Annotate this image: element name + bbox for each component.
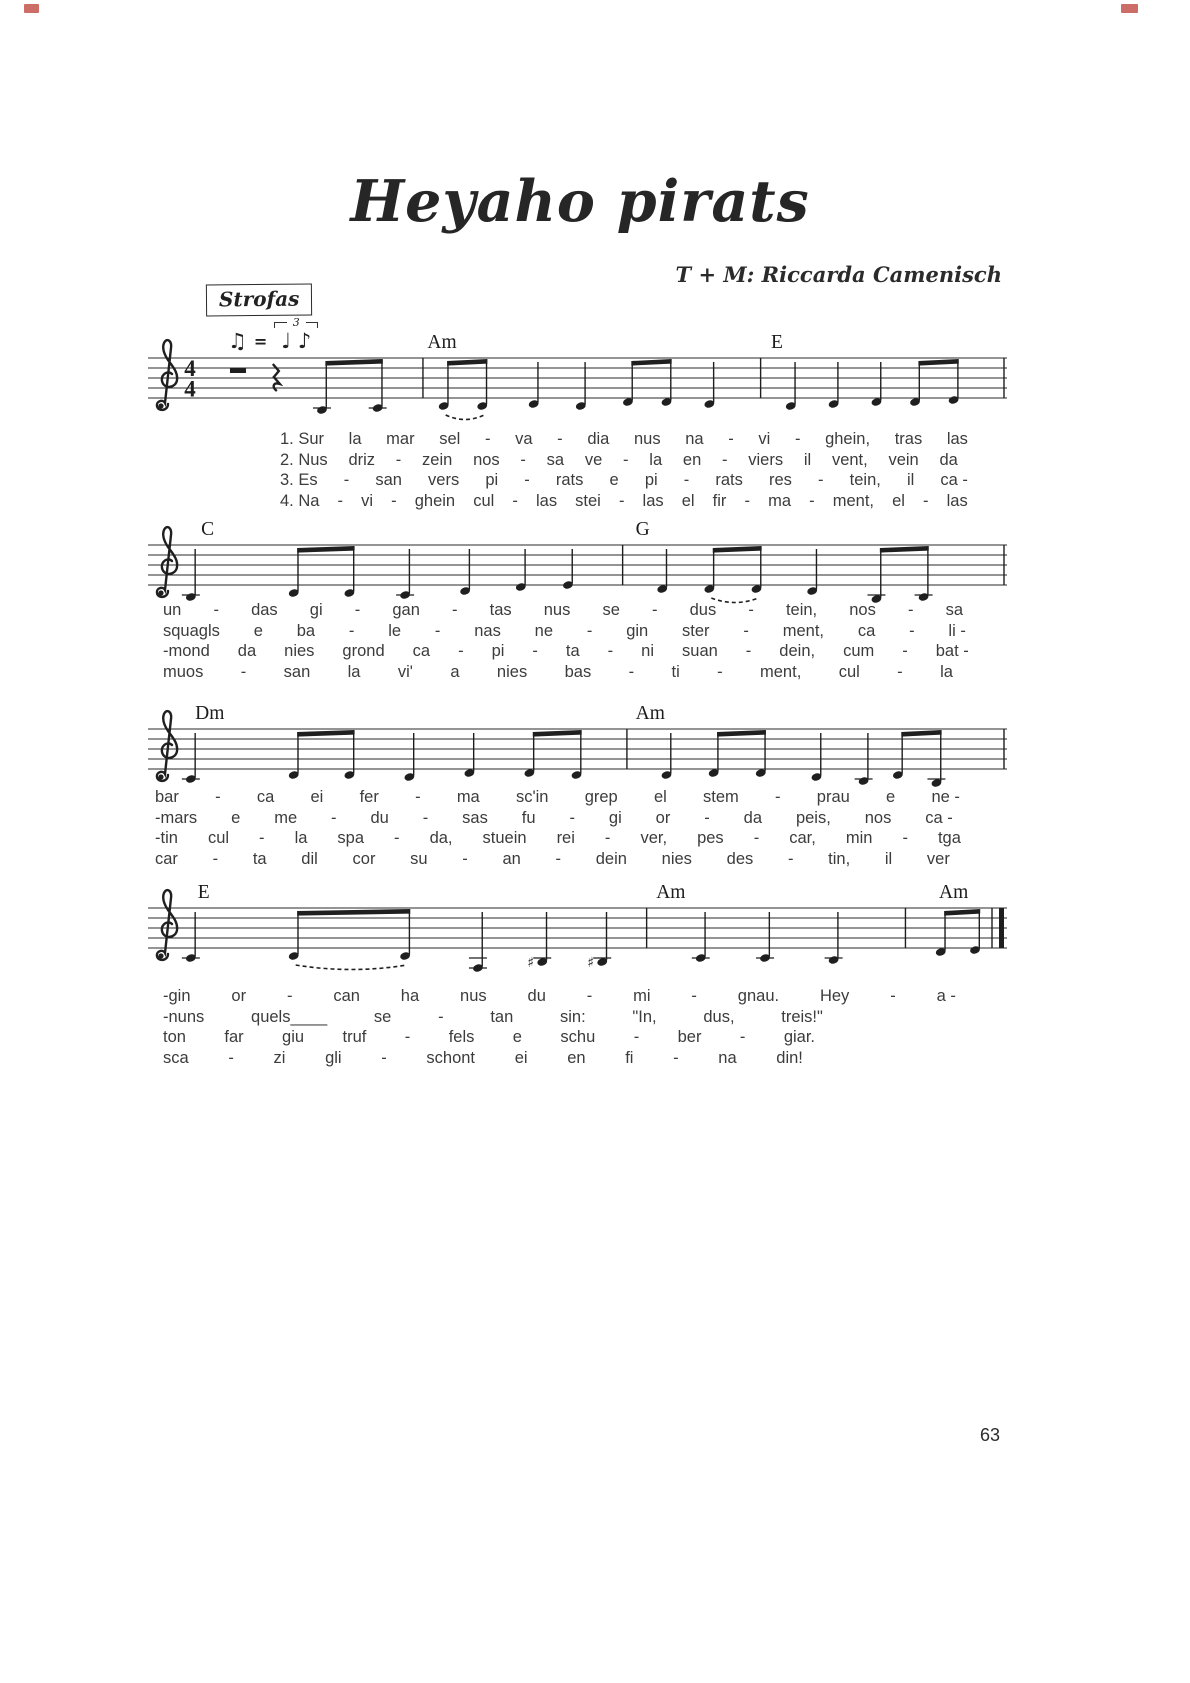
lyric-syllable: - (739, 1028, 746, 1047)
lyric-syllable: -mond (163, 642, 210, 661)
lyric-syllable: las (642, 492, 664, 511)
lyric-syllable: ver (926, 850, 950, 869)
lyric-syllable: das (251, 601, 278, 619)
treble-clef-icon (157, 340, 177, 410)
staff-system-4 (146, 888, 1010, 988)
lyric-syllable: ma (768, 492, 792, 511)
lyric-syllable: tein, (849, 471, 881, 490)
lyric-syllable: la (940, 663, 953, 682)
lyric-syllable: mar (386, 430, 415, 448)
lyric-line (155, 849, 950, 869)
lyric-syllable: da (237, 642, 257, 661)
lyric-syllable: - (404, 1028, 411, 1047)
lyric-syllable: il (906, 471, 915, 490)
lyric-syllable: tga (937, 829, 961, 848)
lyric-syllable: e (609, 471, 619, 490)
lyric-syllable: - (240, 663, 247, 682)
lyric-syllable: ei (514, 1049, 528, 1068)
lyric-syllable: tas (489, 601, 512, 619)
lyric-syllable: se (602, 601, 620, 619)
lyric-syllable: - (890, 987, 896, 1005)
lyric-syllable: fir (712, 492, 727, 511)
lyric-syllable: can (333, 987, 360, 1005)
lyric-syllable: - (212, 850, 219, 869)
lyric-syllable: su (410, 850, 428, 869)
lyric-syllable: nos (473, 450, 500, 469)
lyric-syllable: - (213, 601, 219, 619)
lyric-syllable: la (649, 450, 663, 469)
lyric-syllable: - (458, 642, 464, 661)
lyric-syllable: ta (565, 642, 580, 661)
lyric-syllable: vers (428, 471, 460, 490)
lyric-syllable: suan (682, 642, 718, 661)
lyric-syllable: treis!" (781, 1007, 823, 1026)
lyric-syllable: il (884, 850, 893, 869)
lyric-syllable: giar. (783, 1028, 815, 1047)
lyric-line (163, 1007, 823, 1027)
lyric-syllable: gi (309, 601, 323, 619)
lyric-syllable: ver, (640, 829, 668, 848)
lyric-syllable: da (743, 808, 763, 827)
lyric-syllable: ei (310, 788, 324, 806)
lyric-syllable: min (845, 829, 873, 848)
lyric-syllable: quels____ (251, 1007, 328, 1026)
lyric-syllable: - (415, 788, 421, 806)
lyric-syllable: va (515, 430, 533, 448)
lyric-syllable: vi (758, 430, 771, 448)
lyric-syllable: fu (521, 808, 536, 827)
lyric-syllable: - (623, 450, 629, 469)
lyric-syllable: - (395, 450, 402, 469)
lyric-syllable: - (532, 642, 538, 661)
lyric-syllable: ma (456, 788, 480, 806)
lyric-syllable: - (394, 829, 400, 848)
lyric-syllable: tein, (785, 601, 818, 619)
lyric-syllable: e (512, 1028, 522, 1047)
lyric-line (163, 621, 966, 641)
lyric-syllable: ghein, (825, 430, 871, 448)
lyric-syllable: vein (888, 450, 919, 469)
lyric-syllable: nies (284, 642, 315, 661)
lyric-syllable: - (607, 642, 614, 661)
lyric-syllable: des (726, 850, 754, 869)
lyric-line (163, 662, 953, 682)
lyric-syllable: dein (595, 850, 627, 869)
lyric-syllable: rats (555, 471, 584, 490)
lyric-syllable: ton (163, 1028, 186, 1047)
corner-print-mark-left (24, 4, 39, 13)
lyric-syllable: na (685, 430, 704, 448)
lyric-syllable: - (794, 430, 801, 448)
lyric-syllable: car (155, 850, 178, 869)
lyric-syllable: - (331, 808, 337, 827)
lyric-syllable: res (769, 471, 792, 490)
svg-text:4: 4 (184, 376, 196, 402)
lyric-syllable: ca (256, 788, 275, 806)
lyric-syllable: na (718, 1049, 737, 1068)
lyric-syllable: da (939, 450, 958, 469)
lyric-syllable: ni (641, 642, 655, 661)
lyric-syllable: fer (359, 788, 379, 806)
lyric-syllable: il (803, 450, 812, 469)
lyric-syllable: - (391, 492, 397, 511)
lyric-syllable: - (286, 987, 293, 1005)
lyric-syllable: bas (564, 663, 592, 682)
lyric-syllable: - (717, 663, 723, 682)
lyric-syllable: truf (342, 1028, 367, 1047)
lyric-syllable: ca (857, 621, 876, 640)
lyric-syllable: - (809, 492, 815, 511)
lyric-syllable: Hey (819, 987, 850, 1005)
lyric-syllable: - (923, 492, 929, 511)
lyric-syllable: a - (936, 987, 956, 1005)
lyric-syllable: pi (485, 471, 499, 490)
lyric-syllable: dus (689, 601, 717, 619)
lyric-syllable: pi (491, 642, 505, 661)
lyric-syllable: - (343, 471, 350, 490)
staff-lines (148, 908, 1007, 948)
lyric-syllable: - (628, 663, 635, 682)
lyric-syllable: - (555, 850, 562, 869)
lyric-syllable: - (484, 430, 491, 448)
lyric-syllable: - (652, 601, 658, 619)
lyric-syllable: - (524, 471, 530, 490)
lyric-syllable: - (748, 601, 754, 619)
page-title: Heyaho pirats (350, 168, 810, 235)
triplet-number: 3 (292, 315, 300, 329)
lyric-line (280, 470, 968, 490)
lyric-syllable: la (347, 663, 361, 682)
quarter-eighth-icon: ♩ ♪ (281, 328, 312, 353)
lyric-syllable: schu (560, 1028, 596, 1047)
lyric-syllable: nos (864, 808, 892, 827)
lyric-syllable: ca - (940, 471, 968, 490)
lyric-syllable: 4. Na (280, 492, 320, 511)
chord-symbol: C (201, 519, 215, 540)
lyric-syllable: cul (207, 829, 230, 848)
lyric-syllable: - (787, 850, 794, 869)
lyric-syllable: - (673, 1049, 679, 1068)
lyric-syllable: nies (661, 850, 692, 869)
lyric-syllable: du (370, 808, 389, 827)
lyric-line (163, 1027, 815, 1047)
lyric-syllable: - (452, 601, 458, 619)
notes (182, 909, 981, 973)
lyric-syllable: sel (439, 430, 461, 448)
lyric-syllable: - (354, 601, 361, 619)
lyric-syllable: tras (894, 430, 923, 448)
lyric-syllable: prau (816, 788, 850, 806)
lyric-syllable: - (557, 430, 563, 448)
lyric-syllable: - (520, 450, 526, 469)
lyric-syllable: ca - (925, 808, 953, 827)
chord-symbol: Am (427, 332, 457, 353)
lyric-syllable: ca (412, 642, 431, 661)
lyric-syllable: - (902, 829, 908, 848)
lyric-syllable: - (422, 808, 429, 827)
lyric-syllable: pes (697, 829, 724, 848)
lyric-syllable: - (745, 642, 752, 661)
lyric-line (163, 600, 963, 620)
lyric-syllable: -nuns (163, 1007, 205, 1026)
lyric-syllable: 2. Nus (280, 450, 328, 469)
lyric-syllable: - (743, 621, 749, 640)
lyric-line (280, 491, 968, 511)
lyric-syllable: en (682, 450, 702, 469)
lyric-line (155, 808, 953, 828)
time-signature (184, 356, 196, 402)
lyric-syllable: e (886, 788, 896, 806)
lyric-syllable: e (231, 808, 241, 827)
lyric-syllable: nas (474, 621, 501, 640)
lyric-syllable: la (348, 430, 362, 448)
lyric-syllable: - (586, 621, 593, 640)
staff-lines (148, 545, 1007, 585)
treble-clef-icon (157, 890, 177, 960)
lyric-syllable: ber (677, 1028, 702, 1047)
lyric-syllable: sin: (559, 1007, 586, 1026)
lyric-syllable: driz (348, 450, 376, 469)
lyric-syllable: an (502, 850, 521, 869)
lyric-syllable: gnau. (737, 987, 780, 1005)
lyric-syllable: - (902, 642, 908, 661)
lyric-syllable: dus, (703, 1007, 735, 1026)
lyric-syllable: tin, (828, 850, 851, 869)
lyric-syllable: ha (400, 987, 420, 1005)
lyric-syllable: - (381, 1049, 387, 1068)
lyric-syllable: mi (633, 987, 651, 1005)
lyric-syllable: tan (490, 1007, 514, 1026)
svg-text:4: 4 (184, 356, 196, 381)
lyric-syllable: cul (838, 663, 860, 682)
lyric-syllable: schont (426, 1049, 476, 1068)
lyric-syllable: peis, (795, 808, 831, 827)
lyric-syllable: sc'in (515, 788, 549, 806)
lyric-syllable: 3. Es (280, 471, 318, 490)
lyric-syllable: - (618, 492, 625, 511)
lyric-syllable: gan (392, 601, 420, 619)
corner-print-mark-right (1121, 4, 1138, 13)
lyric-syllable: grep (584, 788, 618, 806)
section-label-box: Strofas (206, 284, 313, 317)
lyric-syllable: - (897, 663, 903, 682)
lyric-syllable: far (224, 1028, 244, 1047)
lyric-syllable: - (438, 1007, 444, 1026)
chord-symbol: E (771, 332, 783, 353)
lyric-syllable: -mars (155, 808, 198, 827)
lyric-syllable: fels (448, 1028, 475, 1047)
lyric-syllable: or (231, 987, 247, 1005)
lyric-syllable: san (283, 663, 311, 682)
lyric-syllable: ta (252, 850, 267, 869)
lyric-syllable: nus (460, 987, 487, 1005)
treble-clef-icon (157, 527, 177, 597)
lyric-syllable: rats (715, 471, 743, 490)
lyric-syllable: zi (273, 1049, 286, 1068)
lyric-syllable: dil (301, 850, 318, 869)
lyric-syllable: - (775, 788, 781, 806)
lyric-syllable: pi (644, 471, 658, 490)
lyric-syllable: -gin (163, 987, 191, 1005)
lyric-syllable: ster (682, 621, 710, 640)
chord-symbol: Dm (195, 703, 225, 724)
lyric-syllable: - (818, 471, 824, 490)
lyric-syllable: - (228, 1049, 234, 1068)
lyric-line (280, 429, 968, 449)
chord-symbol: E (197, 882, 210, 903)
lyric-syllable: ghein (414, 492, 456, 511)
lyric-syllable: - (215, 788, 221, 806)
lyric-syllable: ment, (782, 621, 824, 640)
lyric-syllable: vent, (831, 450, 868, 469)
lyric-syllable: las (946, 492, 968, 511)
lyric-syllable: gi (608, 808, 622, 827)
lyric-syllable: - (722, 450, 728, 469)
composer-credit: T + M: Riccarda Camenisch (675, 262, 1002, 287)
lyric-syllable: se (373, 1007, 392, 1026)
lyric-syllable: la (294, 829, 308, 848)
lyric-syllable: din! (776, 1049, 803, 1068)
lyric-syllable: - (512, 492, 518, 511)
equals-sign: = (253, 331, 268, 351)
lyric-syllable: stei (575, 492, 601, 511)
lyric-syllable: me (274, 808, 298, 827)
lyric-syllable: - (337, 492, 344, 511)
lyric-syllable: muos (163, 663, 204, 682)
lyric-syllable: - (462, 850, 468, 869)
lyric-syllable: en (567, 1049, 586, 1068)
lyric-syllable: rei (556, 829, 575, 848)
lyric-syllable: vi (361, 492, 374, 511)
lyric-syllable: spa (337, 829, 365, 848)
chord-symbol: Am (635, 703, 665, 724)
lyric-syllable: ba (296, 621, 316, 640)
lyric-syllable: gin (626, 621, 649, 640)
lyric-syllable: e (253, 621, 263, 640)
lyric-syllable: - (691, 987, 697, 1005)
lyric-line (163, 641, 969, 661)
lyric-syllable: un (163, 601, 182, 619)
lyric-syllable: car, (789, 829, 816, 848)
lyric-syllable: ne - (931, 788, 960, 806)
lyric-syllable: dein, (779, 642, 816, 661)
svg-text:♯: ♯ (527, 955, 535, 971)
lyric-syllable: fi (625, 1049, 634, 1068)
chord-symbol: Am (656, 882, 686, 903)
lyric-syllable: du (527, 987, 546, 1005)
lyric-syllable: "In, (632, 1007, 657, 1026)
lyric-syllable: sa (945, 601, 963, 619)
lyric-syllable: - (728, 430, 734, 448)
staff-system-1 (146, 338, 1010, 438)
lyric-syllable: -tin (155, 829, 178, 848)
lyric-syllable: - (704, 808, 710, 827)
lyric-syllable: el (892, 492, 905, 511)
lyric-syllable: sas (462, 808, 488, 827)
lyric-syllable: grond (342, 642, 385, 661)
lyric-syllable: las (946, 430, 968, 448)
chord-symbol: G (635, 519, 650, 540)
lyric-syllable: sca (163, 1049, 189, 1068)
lyric-syllable: le (388, 621, 402, 640)
lyric-syllable: nos (849, 601, 876, 619)
lyric-syllable: ment, (760, 663, 802, 682)
chord-symbol: Am (939, 882, 969, 903)
lyric-syllable: nus (543, 601, 571, 619)
lyric-syllable: - (348, 621, 355, 640)
svg-text:♯: ♯ (587, 955, 594, 971)
lyric-syllable: - (259, 829, 265, 848)
eighth-pair-icon: ♫ (228, 328, 247, 353)
lyric-syllable: a (450, 663, 460, 682)
lyric-syllable: vi' (397, 663, 413, 682)
lyric-syllable: nies (496, 663, 528, 682)
lyric-syllable: cum (843, 642, 875, 661)
lyric-syllable: - (434, 621, 441, 640)
lyric-syllable: gli (325, 1049, 342, 1068)
lyric-syllable: ti (671, 663, 680, 682)
lyric-syllable: da, (429, 829, 453, 848)
lyric-syllable: stuein (482, 829, 527, 848)
lyric-syllable: el (681, 492, 695, 511)
lyric-syllable: ve (584, 450, 603, 469)
lyric-syllable: - (633, 1028, 640, 1047)
lyric-line (155, 828, 961, 848)
lyric-syllable: zein (422, 450, 453, 469)
lyric-syllable: nus (633, 430, 661, 448)
lyric-syllable: - (586, 987, 593, 1005)
lyric-syllable: li - (948, 621, 966, 640)
lyric-syllable: ment, (832, 492, 874, 511)
staff-lines (148, 729, 1007, 769)
lyric-line (155, 787, 960, 807)
lyric-syllable: stem (703, 788, 739, 806)
lyric-syllable: 1. Sur (280, 430, 325, 448)
lyric-syllable: or (655, 808, 671, 827)
lyric-syllable: - (907, 601, 914, 619)
lyric-syllable: giu (282, 1028, 305, 1047)
lyric-syllable: viers (748, 450, 784, 469)
lyric-syllable: cor (352, 850, 376, 869)
lyric-syllable: - (569, 808, 575, 827)
treble-clef-icon (157, 711, 177, 781)
lyric-syllable: - (744, 492, 751, 511)
lyric-syllable: el (653, 788, 667, 806)
lyric-syllable: sa (546, 450, 565, 469)
lyric-line (280, 450, 958, 470)
lyric-syllable: bar (155, 788, 179, 806)
lyric-syllable: - (604, 829, 611, 848)
lyric-syllable: las (535, 492, 558, 511)
lyric-syllable: dia (587, 430, 610, 448)
page-number: 63 (979, 1425, 1000, 1445)
lyric-syllable: san (375, 471, 402, 490)
lyric-line (163, 1048, 803, 1068)
lyric-syllable: - (753, 829, 760, 848)
lyric-syllable: - (909, 621, 915, 640)
lyric-syllable: - (683, 471, 690, 490)
lyric-syllable: bat - (935, 642, 969, 661)
lyric-syllable: squagls (163, 621, 220, 640)
lyric-line (163, 986, 956, 1006)
lyric-syllable: cul (473, 492, 495, 511)
staff-lines (148, 358, 1007, 398)
lyric-syllable: ne (534, 621, 554, 640)
